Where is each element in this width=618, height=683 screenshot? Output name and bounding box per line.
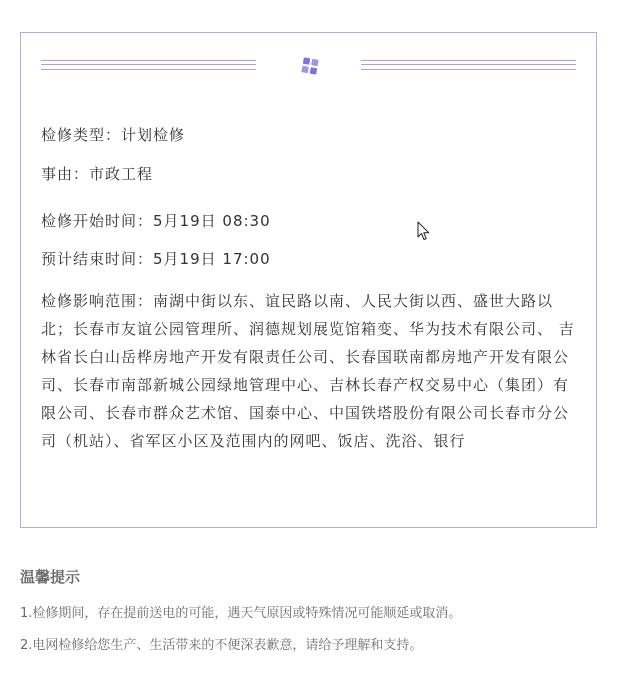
maintenance-type-label: 检修类型： <box>41 126 122 144</box>
reason-row <box>41 163 153 184</box>
end-time-label: 预计结束时间： <box>41 250 154 268</box>
tip-item: 2.电网检修给您生产、生活带来的不便深表歉意，请给予理解和支持。 <box>20 638 423 653</box>
notice-card <box>20 32 597 528</box>
reason-label: 事由： <box>41 165 90 183</box>
impact-scope-value: 南湖中街以东、谊民路以南、人民大街以西、盛世大路以北；长春市友谊公园管理所、润德规划展览馆箱变、华为技术有限公司、 吉林省长白山岳桦房地产开发有限责任公司、长春国联南都房地产开发有限公司、长春市南部新城公园绿地管理中心、吉林长春产权交易中心（集团）有限公司、长春市群众艺术馆、国泰中心、中国铁塔股份有限公司长春市分公司（机站）、省军区小区及范围内的网吧、饭店、洗浴、银行 <box>41 292 575 450</box>
header-decoration <box>21 59 596 73</box>
maintenance-type-row <box>41 124 185 145</box>
decorative-rule-right <box>361 60 576 70</box>
mouse-pointer-icon <box>417 221 431 241</box>
tips-title: 温馨提示 <box>20 568 81 586</box>
impact-scope-label: 检修影响范围： <box>41 292 154 310</box>
start-time-value: 5月19日 08:30 <box>153 212 271 230</box>
impact-scope-paragraph <box>41 287 581 455</box>
end-time-value: 5月19日 17:00 <box>153 250 271 268</box>
start-time-label: 检修开始时间： <box>41 212 154 230</box>
decorative-rule-left <box>41 60 256 70</box>
end-time-row <box>41 248 271 269</box>
maintenance-type-value: 计划检修 <box>121 126 186 144</box>
start-time-row <box>41 210 271 231</box>
reason-value: 市政工程 <box>89 165 154 183</box>
diamond-grid-icon <box>300 56 320 76</box>
tip-item: 1.检修期间，存在提前送电的可能，遇天气原因或特殊情况可能顺延或取消。 <box>20 606 462 621</box>
